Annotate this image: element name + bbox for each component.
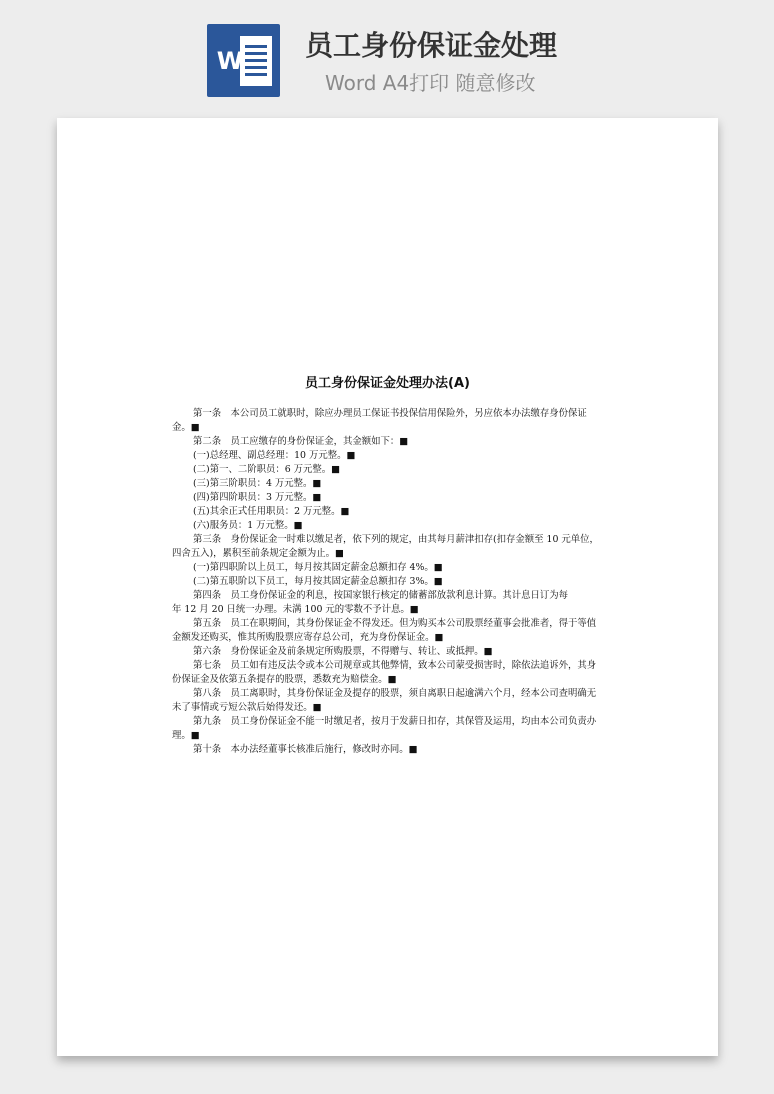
page-title: 员工身份保证金处理 (305, 29, 558, 62)
article-2-item-1: (一)总经理、副总经理：10 万元整。■ (193, 450, 356, 461)
page-subtitle: Word A4打印 随意修改 (325, 71, 536, 95)
article-2-item-5: (五)其余正式任用职员：2 万元整。■ (193, 506, 350, 517)
article-7: 第七条 员工如有违反法令或本公司规章或其他弊情，致本公司蒙受损害时，除依法追诉外，其身份保证金及依第五条提存的股票，悉数充为赔偿金。■ (172, 660, 597, 685)
article-2-item-3: (三)第三阶职员：4 万元整。■ (193, 478, 322, 489)
article-3-item-1: (一)第四职阶以上员工，每月按其固定薪金总额扣存 4%。■ (193, 562, 443, 573)
article-10: 第十条 本办法经董事长核准后施行，修改时亦同。■ (193, 744, 418, 755)
article-2-item-6: (六)服务员：1 万元整。■ (193, 520, 303, 531)
header (0, 0, 774, 118)
word-document-icon (207, 24, 280, 97)
document-body (172, 407, 602, 757)
document-page (57, 118, 718, 1056)
document-title: 员工身份保证金处理办法(A) (305, 376, 470, 391)
article-4-continued: 年 12 月 20 日统一办理。未满 100 元的零数不予计息。■ (172, 604, 419, 615)
article-2-item-2: (二)第一、二阶职员：6 万元整。■ (193, 464, 340, 475)
article-2-item-4: (四)第四阶职员：3 万元整。■ (193, 492, 322, 503)
article-3-item-2: (二)第五职阶以下员工，每月按其固定薪金总额扣存 3%。■ (193, 576, 443, 587)
word-letter: W (216, 47, 244, 75)
article-5: 第五条 员工在职期间，其身份保证金不得发还。但为购买本公司股票经董事会批准者，得于等值金额发还购买，惟其所购股票应寄存总公司，充为身份保证金。■ (172, 618, 597, 643)
article-8: 第八条 员工离职时，其身份保证金及提存的股票，须自离职日起逾满六个月，经本公司查明确无未了事情或亏短公款后始得发还。■ (172, 688, 597, 713)
article-9: 第九条 员工身份保证金不能一时缴足者，按月于发薪日扣存，其保管及运用，均由本公司负责办理。■ (172, 716, 597, 741)
article-4: 第四条 员工身份保证金的利息，按国家银行核定的储蓄部放款利息计算。其计息日订为每 (193, 590, 569, 601)
article-3: 第三条 身份保证金一时难以缴足者，依下列的规定，由其每月薪津扣存(扣存金额至 10 元单位，四舍五入)，累积至前条规定金额为止。■ (172, 534, 599, 559)
article-1: 第一条 本公司员工就职时，除应办理员工保证书投保信用保险外，另应依本办法缴存身份保证金。■ (172, 408, 587, 433)
article-2: 第二条 员工应缴存的身份保证金，其金额如下：■ (193, 436, 409, 447)
watermark (87, 449, 115, 480)
article-6: 第六条 身份保证金及前条规定所购股票，不得赠与、转让、或抵押。■ (193, 646, 493, 657)
